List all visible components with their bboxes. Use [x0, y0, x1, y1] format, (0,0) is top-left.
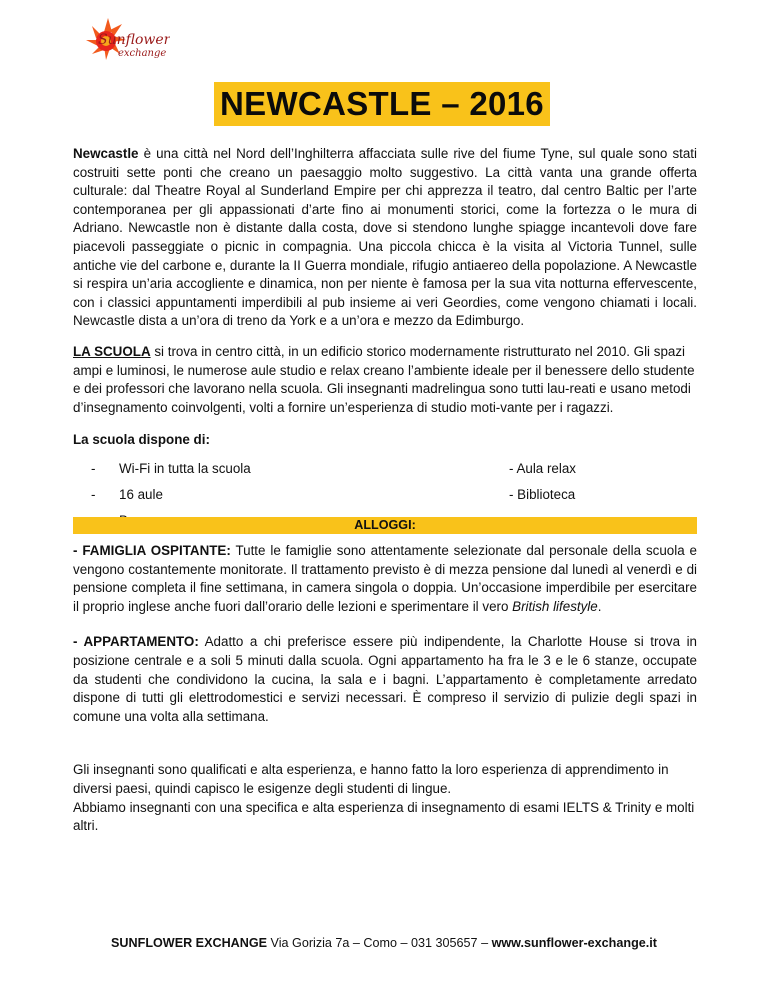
apartment-lead: - APPARTAMENTO:	[73, 634, 199, 650]
feature-right: - Aula relax	[509, 460, 576, 476]
footer-brand: SUNFLOWER EXCHANGE	[111, 936, 268, 950]
logo-text-sunflower: Sunflower	[98, 32, 170, 48]
logo-text-exchange: exchange	[118, 48, 167, 59]
feature-left: 16 aule	[119, 486, 163, 502]
alloggi-banner: ALLOGGI:	[73, 517, 697, 534]
footer-website-link[interactable]: www.sunflower-exchange.it	[491, 936, 657, 950]
family-end: .	[597, 598, 602, 614]
feature-left: Wi-Fi in tutta la scuola	[119, 460, 251, 476]
intro-text: è una città nel Nord dell’Inghilterra affacciata sulle rive del fiume Tyne, sul quale sono stati costruiti sette ponti che creano un paesaggio molto suggestivo. La città vanta una grande offerta culturale: dal Theatre Royal al Sunderland Empire per chi apprezza il teatro, dal centro Baltic per l’arte contemporanea per gli appassionati d’arte fino ai monumenti storici, come la fortezza o le mura di Adriano. Newcastle non è distante dalla costa, dove si stendono lunghe spiagge incantevoli dove fare piacevoli passeggiate o picnic in compagnia. Una piccola chicca è la visita al Victoria Tunnel, sulle antiche vie del carbone e, durante la II Guerra mondiale, rifugio antiaereo della popolazione. A Newcastle si respira un’aria accogliente e dinamica, non per niente è famosa per la sua vita notturna effervescente, con i classici appuntamenti imperdibili al pub insieme ai veri Geordies, come vengono chiamati i locali. Newcastle dista a un’ora di treno da York e a un’ora e mezzo da Edimburgo.	[73, 146, 697, 329]
title-banner	[214, 82, 550, 126]
family-italic: British lifestyle	[512, 598, 598, 614]
school-lead: LA SCUOLA	[73, 343, 151, 359]
intro-paragraph	[73, 145, 697, 331]
main-content	[73, 145, 697, 534]
family-text: Tutte le famiglie sono attentamente selezionate dal personale della scuola e vengono costantemente monitorate. Il trattamento previsto è di mezza pensione dal lunedì al venerdì e di pensione completa il fine settimana, in camera singola o doppia. Un’occasione imperdibile per esercitare il proprio inglese anche fuori dall’orario delle lezioni e sperimentare il vero	[73, 543, 698, 614]
family-lead: - FAMIGLIA OSPITANTE:	[73, 543, 231, 558]
family-paragraph	[73, 542, 697, 616]
teachers-paragraph-1: Gli insegnanti sono qualificati e alta esperienza, e hanno fatto la loro esperienza di apprendimento in diversi paesi, quindi capisco le esigenze degli studenti di lingue.	[73, 762, 669, 796]
intro-lead: Newcastle	[73, 146, 139, 161]
feature-row	[73, 482, 697, 508]
features-title: La scuola dispone di:	[73, 432, 210, 448]
school-paragraph	[73, 343, 697, 417]
feature-right: - Biblioteca	[509, 486, 576, 502]
apartment-paragraph	[73, 633, 697, 726]
school-text: si trova in centro città, in un edificio storico modernamente ristrutturato nel 2010. Gli spazi ampi e luminosi, le numerose aule studio e relax creano l’ambiente ideale per il benessere dello studente e dei professori che lavorano nella scuola. Gli insegnanti madrelingua sono tutti lau-reati e usano metodi d’insegnamento coinvolgenti, volti a fornire un’esperienza di studio moti-vante per i ragazzi.	[73, 343, 695, 415]
sunflower-logo	[78, 14, 170, 70]
feature-row	[73, 456, 697, 482]
footer-address: Via Gorizia 7a – Como – 031 305657 –	[267, 936, 492, 950]
apartment-text: Adatto a chi preferisce essere più indipendente, la Charlotte House si trova in posizione centrale e a soli 5 minuti dalla scuola. Ogni appartamento ha fra le 3 e le 6 stanze, occupate da studenti che condividono la cucina, la sala e i bagni. L’appartamento è completamente arredato dispone di tutti gli elettrodomestici e servizi necessari. È compreso il servizio di pulizie degli spazi in comune una volta alla settimana.	[73, 634, 697, 724]
feature-dash: -	[91, 486, 96, 502]
page-title: NEWCASTLE – 2016	[220, 85, 544, 122]
accommodation-section	[73, 542, 697, 836]
footer	[0, 934, 768, 953]
teachers-paragraph-2: Abbiamo insegnanti con una specifica e alta esperienza di insegnamento di esami IELTS & Trinity e molti altri.	[73, 799, 695, 834]
feature-dash: -	[91, 460, 96, 476]
